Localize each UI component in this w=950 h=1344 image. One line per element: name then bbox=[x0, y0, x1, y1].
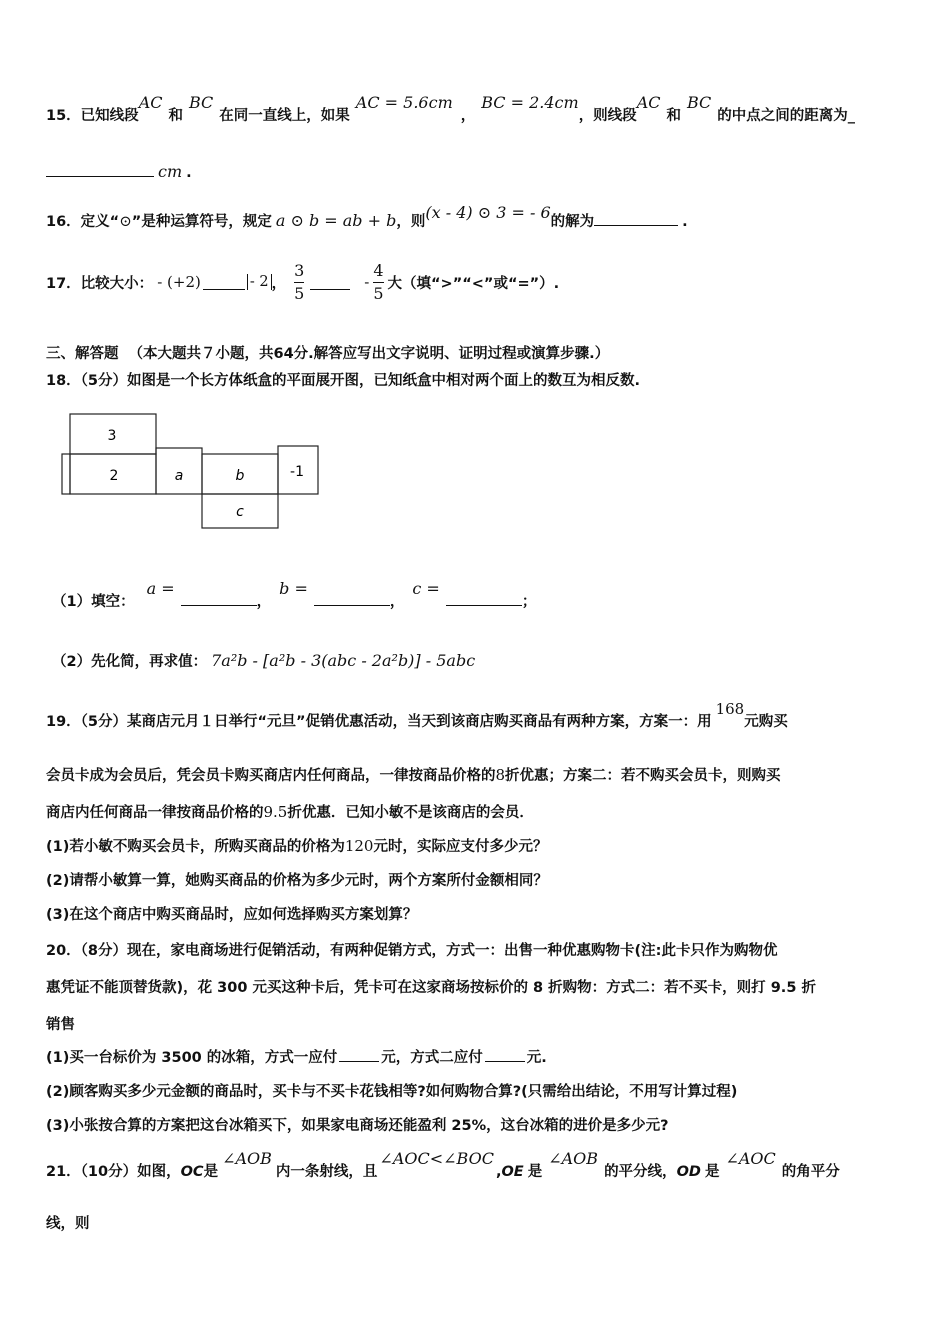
net-tab-left bbox=[62, 454, 70, 494]
q20-sub1c: 元. bbox=[526, 1050, 547, 1066]
question-18-stem: 18．（5分）如图是一个长方体纸盒的平面展开图，已知纸盒中相对两个面上的数互为相反数. bbox=[46, 373, 641, 389]
question-19-sub2: (2)请帮小敏算一算，她购买商品的价格为多少元时，两个方案所付金额相同？ bbox=[46, 873, 548, 889]
q15-eq1: AC = 5.6cm bbox=[355, 93, 453, 112]
question-20-line2: 惠凭证不能顶替货款)，花 300 元买这种卡后，凭卡可在这家商场按标价的 8 折购物：方式二：若不买卡，则打 9.5 折 bbox=[46, 980, 816, 996]
q17-comma: ， bbox=[271, 275, 287, 292]
q21-angle-aob-2: ∠AOB bbox=[548, 1149, 599, 1168]
q20-sub1b: 元，方式二应付 bbox=[381, 1050, 483, 1066]
q15-answer-blank[interactable] bbox=[46, 175, 154, 177]
q16-rule: a ⊙ b = ab + b bbox=[275, 211, 397, 230]
question-15-line2 bbox=[46, 162, 910, 181]
q17-blank-2[interactable] bbox=[310, 288, 350, 290]
question-21-line2: 线，则 bbox=[46, 1216, 90, 1232]
question-19-sub1 bbox=[46, 835, 910, 856]
q17-left: - (+2) bbox=[157, 273, 201, 291]
q21-t2: 内一条射线，且 bbox=[275, 1164, 378, 1180]
q19-discount-95: 9.5 bbox=[263, 803, 288, 821]
q21-t1: 是 bbox=[203, 1164, 219, 1180]
q18-c-blank[interactable] bbox=[446, 604, 522, 606]
q21-angle-aob: ∠AOB bbox=[222, 1149, 272, 1168]
question-19-sub3: (3)在这个商店中购买商品时，应如何选择购买方案划算？ bbox=[46, 907, 418, 923]
q19-text3b: 折优惠．已知小敏不是该商店的会员． bbox=[287, 805, 534, 821]
q16-text1: ”是种运算符号，规定 bbox=[131, 214, 272, 230]
q15-text1: 在同一直线上，如果 bbox=[219, 108, 350, 124]
q18-b-blank[interactable] bbox=[314, 604, 390, 606]
q21-t6: 是 bbox=[704, 1164, 720, 1180]
question-17 bbox=[46, 258, 910, 306]
q16-number: 16．定义“ bbox=[46, 214, 120, 230]
q19-text2a: 会员卡成为会员后，凭会员卡购买商店内任何商品，一律按商品价格的 bbox=[46, 768, 496, 784]
q15-and: 和 bbox=[168, 108, 183, 124]
question-20-line1: 20．（8分）现在，家电商场进行促销活动，有两种促销方式，方式一：出售一种优惠购物卡(注:此卡只作为购物优 bbox=[46, 943, 778, 959]
q21-t4: 是 bbox=[527, 1164, 543, 1180]
q18-a-eq: a = bbox=[146, 579, 175, 598]
q19-sub1b: 元时，实际应支付多少元？ bbox=[373, 839, 548, 855]
q17-blank-1[interactable] bbox=[203, 288, 245, 290]
q15-comma: ， bbox=[460, 108, 476, 124]
q17-f2-den: 5 bbox=[373, 283, 384, 303]
q21-oe: OE bbox=[501, 1164, 524, 1180]
q21-od: OD bbox=[676, 1164, 701, 1180]
question-20-sub3: (3)小张按合算的方案把这台冰箱买下，如果家电商场还能盈利 25%，这台冰箱的进价是多少元? bbox=[46, 1118, 669, 1134]
q15-ac: AC bbox=[138, 93, 163, 112]
q19-text1a: 19．（5分）某商店元月１日举行“元旦”促销优惠活动，当天到该商店购买商品有两种方案，方案一：用 bbox=[46, 714, 712, 730]
q18-sep-1: ， bbox=[256, 594, 272, 610]
q18-b-eq: b = bbox=[279, 579, 308, 598]
section-3-heading bbox=[46, 342, 910, 363]
question-20-sub1 bbox=[46, 1046, 910, 1067]
q16-end: . bbox=[682, 214, 688, 230]
question-19-line3 bbox=[46, 801, 910, 822]
q19-text1b: 元购买 bbox=[744, 714, 788, 730]
q16-text2: ，则 bbox=[396, 214, 426, 230]
q17-fraction-2 bbox=[373, 260, 383, 305]
q18-sep-2: ， bbox=[389, 594, 405, 610]
net-label-b: b bbox=[235, 468, 245, 484]
q16-answer-blank[interactable] bbox=[594, 224, 678, 226]
net-label-top: 3 bbox=[107, 428, 117, 444]
net-label-neg1: -1 bbox=[290, 464, 304, 480]
q15-bc: BC bbox=[188, 93, 214, 112]
q20-blank-2[interactable] bbox=[485, 1060, 525, 1062]
question-15-line1 bbox=[46, 93, 910, 125]
q19-text3a: 商店内任何商品一律按商品价格的 bbox=[46, 805, 264, 821]
net-label-c: c bbox=[236, 504, 244, 520]
q17-abs-value: - 2 bbox=[247, 274, 272, 290]
question-18-part1 bbox=[52, 579, 910, 611]
q16-text3: 的解为 bbox=[550, 214, 595, 230]
q15-ac2: AC bbox=[636, 93, 661, 112]
q15-bc2: BC bbox=[686, 93, 712, 112]
question-19-line2 bbox=[46, 764, 910, 785]
q20-blank-1[interactable] bbox=[339, 1060, 379, 1062]
q21-number: 21．（10分）如图， bbox=[46, 1164, 181, 1180]
q21-oc: OC bbox=[180, 1164, 204, 1180]
q15-number: 15．已知线段 bbox=[46, 108, 139, 124]
q21-angle-aoc: ∠AOC bbox=[725, 1149, 776, 1168]
q17-f1-num: 3 bbox=[294, 260, 304, 283]
q17-number: 17．比较大小： bbox=[46, 275, 154, 292]
box-net-figure bbox=[58, 408, 328, 538]
q19-text2b: 折优惠；方案二：若不购买会员卡，则购买 bbox=[505, 768, 781, 784]
section-3-desc: （本大题共７小题，共64分.解答应写出文字说明、证明过程或演算步骤.） bbox=[128, 346, 610, 362]
q19-price-120: 120 bbox=[344, 837, 374, 855]
q19-discount-8: 8 bbox=[495, 766, 506, 784]
q17-f2-num: 4 bbox=[373, 260, 383, 283]
q17-neg: - bbox=[364, 273, 370, 291]
q18-a-blank[interactable] bbox=[181, 604, 257, 606]
q18-p2-label: （2）先化简，再求值： bbox=[52, 654, 208, 670]
question-16 bbox=[46, 203, 910, 231]
q15-and2: 和 bbox=[666, 108, 681, 124]
q18-c-eq: c = bbox=[412, 579, 440, 598]
q21-t7: 的角平分 bbox=[781, 1164, 840, 1180]
q21-t5: 的平分线， bbox=[604, 1164, 677, 1180]
section-3-title: 三、解答题 bbox=[46, 346, 119, 362]
q18-semicolon: ； bbox=[521, 594, 537, 610]
question-19-line1 bbox=[46, 700, 910, 731]
q15-end: . bbox=[186, 165, 192, 181]
q15-unit: cm bbox=[158, 162, 183, 181]
q21-inequality: ∠AOC<∠BOC bbox=[379, 1149, 494, 1168]
q19-price: 168 bbox=[715, 700, 745, 718]
q17-end: 大（填“>”“<”或“=”）. bbox=[387, 275, 560, 292]
q21-t3: , bbox=[495, 1164, 502, 1180]
q15-text2: ，则线段 bbox=[578, 108, 637, 124]
q19-sub1a: (1)若小敏不购买会员卡，所购买商品的价格为 bbox=[46, 839, 345, 855]
q16-equation: (x - 4) ⊙ 3 = - 6 bbox=[425, 203, 551, 222]
question-20-sub2: (2)顾客购买多少元金额的商品时，买卡与不买卡花钱相等?如何购物合算?(只需给出结论，不用写计算过程) bbox=[46, 1084, 738, 1100]
question-18-part2 bbox=[52, 650, 910, 671]
q15-text3: 的中点之间的距离为_ bbox=[717, 108, 856, 124]
q15-eq2: BC = 2.4cm bbox=[481, 93, 579, 112]
question-21-line1 bbox=[46, 1149, 910, 1181]
question-20-line3: 销售 bbox=[46, 1017, 75, 1033]
q17-fraction-1 bbox=[294, 260, 304, 305]
q20-sub1a: (1)买一台标价为 3500 的冰箱，方式一应付 bbox=[46, 1050, 338, 1066]
net-label-a: a bbox=[174, 468, 184, 484]
q17-f1-den: 5 bbox=[294, 283, 305, 303]
q16-operator-symbol: ⊙ bbox=[119, 212, 132, 230]
q18-expression: 7a²b - [a²b - 3(abc - 2a²b)] - 5abc bbox=[211, 651, 476, 670]
q18-p1-label: （1）填空： bbox=[52, 594, 135, 610]
net-label-left: 2 bbox=[109, 468, 119, 484]
